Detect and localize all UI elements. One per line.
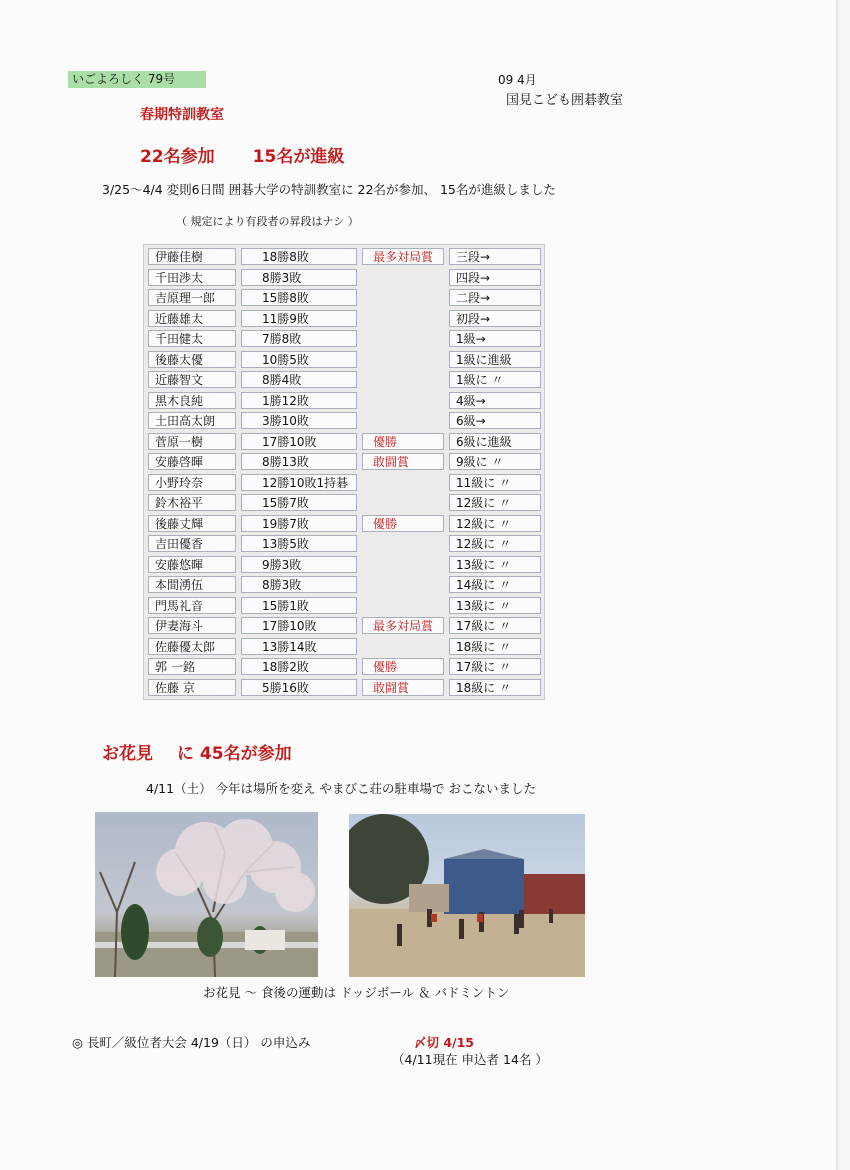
win-loss-record: 1勝12敗 bbox=[241, 392, 357, 409]
promotion-rank: 二段→ bbox=[449, 289, 541, 306]
promotion-rank: 12級に 〃 bbox=[449, 515, 541, 532]
table-row bbox=[144, 555, 544, 575]
win-loss-record: 8勝3敗 bbox=[241, 576, 357, 593]
table-row bbox=[144, 637, 544, 657]
award bbox=[362, 597, 444, 614]
headline-participants: 22名参加 bbox=[140, 147, 215, 167]
student-name: 吉原理一郎 bbox=[148, 289, 236, 306]
student-name: 黒木良純 bbox=[148, 392, 236, 409]
student-name: 菅原一樹 bbox=[148, 433, 236, 450]
student-name: 安藤悠暉 bbox=[148, 556, 236, 573]
promotion-rank: 1級に 〃 bbox=[449, 371, 541, 388]
hanami-description: 4/11（土） 今年は場所を変え やまびこ荘の駐車場で おこないました bbox=[146, 781, 536, 796]
win-loss-record: 8勝3敗 bbox=[241, 269, 357, 286]
cherry-blossom-illustration bbox=[95, 812, 318, 977]
results-table bbox=[143, 244, 545, 700]
student-name: 佐藤優太郎 bbox=[148, 638, 236, 655]
table-row bbox=[144, 534, 544, 554]
award bbox=[362, 556, 444, 573]
award: 優勝 bbox=[362, 658, 444, 675]
win-loss-record: 7勝8敗 bbox=[241, 330, 357, 347]
tournament-deadline: 〆切 4/15 bbox=[414, 1035, 475, 1050]
award: 最多対局賞 bbox=[362, 248, 444, 265]
promotion-rank: 18級に 〃 bbox=[449, 679, 541, 696]
tournament-notice: ◎ 長町／級位者大会 4/19（日） の申込み bbox=[72, 1035, 311, 1050]
award bbox=[362, 638, 444, 655]
win-loss-record: 9勝3敗 bbox=[241, 556, 357, 573]
student-name: 近藤雄太 bbox=[148, 310, 236, 327]
award bbox=[362, 330, 444, 347]
promotion-rank: 4級→ bbox=[449, 392, 541, 409]
table-row bbox=[144, 473, 544, 493]
promotion-rank: 1級→ bbox=[449, 330, 541, 347]
table-row bbox=[144, 350, 544, 370]
applicant-count: （4/11現在 申込者 14名 ） bbox=[392, 1052, 548, 1067]
student-name: 千田渉太 bbox=[148, 269, 236, 286]
cherry-blossom-photo bbox=[95, 812, 318, 977]
award bbox=[362, 474, 444, 491]
award bbox=[362, 289, 444, 306]
promotion-rank: 13級に 〃 bbox=[449, 556, 541, 573]
student-name: 伊藤佳樹 bbox=[148, 248, 236, 265]
win-loss-record: 12勝10敗1持碁 bbox=[241, 474, 357, 491]
win-loss-record: 15勝8敗 bbox=[241, 289, 357, 306]
table-row bbox=[144, 288, 544, 308]
summary-text: 3/25～4/4 変則6日間 囲碁大学の特訓教室に 22名が参加、 15名が進級しました bbox=[102, 182, 556, 197]
student-name: 千田健太 bbox=[148, 330, 236, 347]
student-name: 近藤智文 bbox=[148, 371, 236, 388]
award: 優勝 bbox=[362, 433, 444, 450]
win-loss-record: 10勝5敗 bbox=[241, 351, 357, 368]
student-name: 吉田優香 bbox=[148, 535, 236, 552]
headline bbox=[140, 142, 344, 167]
student-name: 小野玲奈 bbox=[148, 474, 236, 491]
promotion-rank: 1級に進級 bbox=[449, 351, 541, 368]
award bbox=[362, 535, 444, 552]
newsletter-issue-tag: いごよろしく 79号 bbox=[68, 71, 206, 88]
promotion-rank: 13級に 〃 bbox=[449, 597, 541, 614]
table-row bbox=[144, 432, 544, 452]
win-loss-record: 13勝14敗 bbox=[241, 638, 357, 655]
table-row bbox=[144, 309, 544, 329]
promotion-rank: 6級に進級 bbox=[449, 433, 541, 450]
table-row bbox=[144, 657, 544, 677]
rule-note: （ 規定により有段者の昇段はナシ ） bbox=[176, 215, 359, 228]
table-row bbox=[144, 596, 544, 616]
promotion-rank: 12級に 〃 bbox=[449, 494, 541, 511]
win-loss-record: 11勝9敗 bbox=[241, 310, 357, 327]
promotion-rank: 18級に 〃 bbox=[449, 638, 541, 655]
table-row bbox=[144, 493, 544, 513]
win-loss-record: 17勝10敗 bbox=[241, 433, 357, 450]
win-loss-record: 8勝13敗 bbox=[241, 453, 357, 470]
win-loss-record: 15勝7敗 bbox=[241, 494, 357, 511]
table-row bbox=[144, 678, 544, 698]
promotion-rank: 14級に 〃 bbox=[449, 576, 541, 593]
student-name: 土田高太朗 bbox=[148, 412, 236, 429]
student-name: 後藤太優 bbox=[148, 351, 236, 368]
student-name: 伊妻海斗 bbox=[148, 617, 236, 634]
win-loss-record: 18勝8敗 bbox=[241, 248, 357, 265]
student-name: 鈴木裕平 bbox=[148, 494, 236, 511]
section-title: 春期特訓教室 bbox=[140, 107, 224, 123]
school-name: 国見こども囲碁教室 bbox=[506, 93, 624, 108]
table-row bbox=[144, 391, 544, 411]
promotion-rank: 四段→ bbox=[449, 269, 541, 286]
student-name: 後藤丈輝 bbox=[148, 515, 236, 532]
student-name: 佐藤 京 bbox=[148, 679, 236, 696]
table-row bbox=[144, 616, 544, 636]
promotion-rank: 17級に 〃 bbox=[449, 658, 541, 675]
hanami-title-main: お花見 bbox=[102, 744, 153, 764]
table-row bbox=[144, 452, 544, 472]
promotion-rank: 三段→ bbox=[449, 248, 541, 265]
award bbox=[362, 310, 444, 327]
promotion-rank: 6級→ bbox=[449, 412, 541, 429]
headline-promoted: 15名が進級 bbox=[252, 147, 345, 167]
table-row bbox=[144, 268, 544, 288]
promotion-rank: 9級に 〃 bbox=[449, 453, 541, 470]
win-loss-record: 3勝10敗 bbox=[241, 412, 357, 429]
children-playing-photo bbox=[349, 814, 585, 977]
promotion-rank: 11級に 〃 bbox=[449, 474, 541, 491]
award: 優勝 bbox=[362, 515, 444, 532]
award bbox=[362, 269, 444, 286]
award bbox=[362, 351, 444, 368]
hanami-title bbox=[102, 739, 292, 764]
award: 敢闘賞 bbox=[362, 679, 444, 696]
award bbox=[362, 494, 444, 511]
student-name: 郭 一銘 bbox=[148, 658, 236, 675]
award bbox=[362, 371, 444, 388]
table-row bbox=[144, 575, 544, 595]
table-row bbox=[144, 247, 544, 267]
photo-caption: お花見 ～ 食後の運動は ドッジボール ＆ バドミントン bbox=[203, 985, 510, 1000]
promotion-rank: 初段→ bbox=[449, 310, 541, 327]
award: 最多対局賞 bbox=[362, 617, 444, 634]
issue-date: 09 4月 bbox=[498, 73, 537, 87]
student-name: 門馬礼音 bbox=[148, 597, 236, 614]
award bbox=[362, 576, 444, 593]
hanami-title-count: に 45名が参加 bbox=[177, 744, 292, 764]
win-loss-record: 15勝1敗 bbox=[241, 597, 357, 614]
win-loss-record: 19勝7敗 bbox=[241, 515, 357, 532]
win-loss-record: 13勝5敗 bbox=[241, 535, 357, 552]
award bbox=[362, 392, 444, 409]
table-row bbox=[144, 329, 544, 349]
promotion-rank: 12級に 〃 bbox=[449, 535, 541, 552]
win-loss-record: 17勝10敗 bbox=[241, 617, 357, 634]
win-loss-record: 5勝16敗 bbox=[241, 679, 357, 696]
student-name: 本間湧伍 bbox=[148, 576, 236, 593]
award bbox=[362, 412, 444, 429]
award: 敢闘賞 bbox=[362, 453, 444, 470]
win-loss-record: 18勝2敗 bbox=[241, 658, 357, 675]
table-row bbox=[144, 411, 544, 431]
playground-illustration bbox=[349, 814, 585, 977]
promotion-rank: 17級に 〃 bbox=[449, 617, 541, 634]
win-loss-record: 8勝4敗 bbox=[241, 371, 357, 388]
table-row bbox=[144, 514, 544, 534]
table-row bbox=[144, 370, 544, 390]
student-name: 安藤啓暉 bbox=[148, 453, 236, 470]
